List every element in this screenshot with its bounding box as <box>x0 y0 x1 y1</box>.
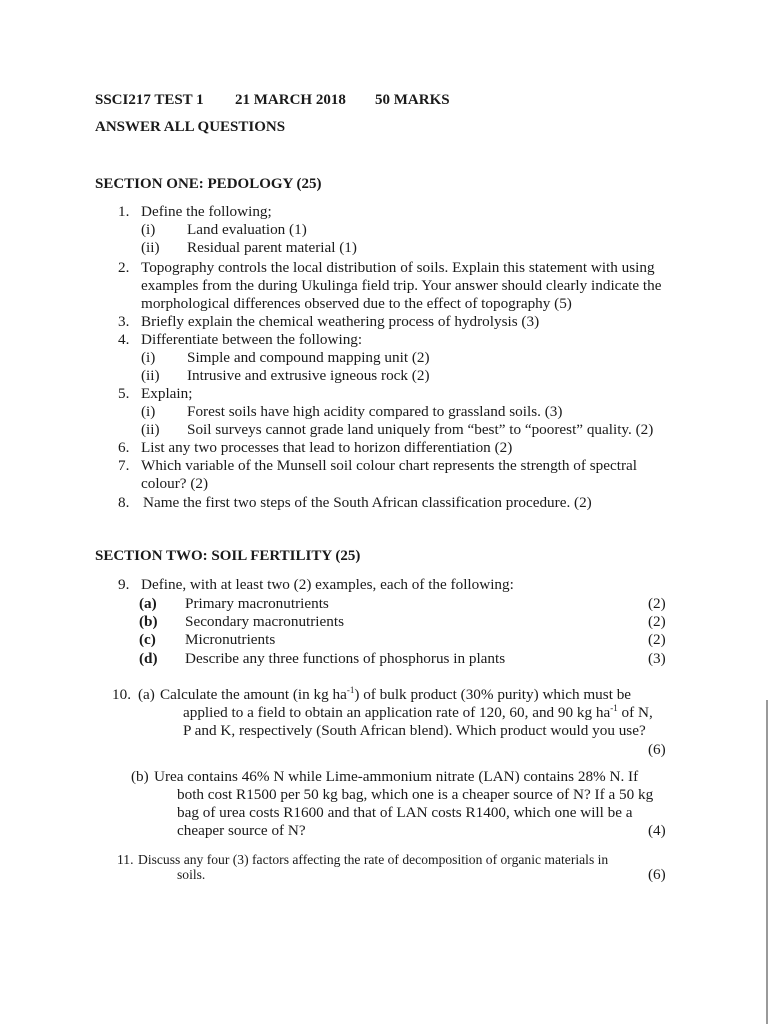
q2-line: morphological differences observed due to the effect of topography (5) <box>141 295 572 312</box>
q5-sub-label: (i) <box>141 403 156 420</box>
q9-sub-text: Secondary macronutrients <box>185 613 344 630</box>
q7-line: Which variable of the Munsell soil colour chart represents the strength of spectral <box>141 457 637 474</box>
q9-text: Define, with at least two (2) examples, each of the following: <box>141 576 514 593</box>
q11-line: Discuss any four (3) factors affecting the rate of decomposition of organic materials in <box>138 852 609 867</box>
q10a-line2-pre: applied to a field to obtain an application rate of 120, 60, and 90 kg ha <box>183 704 611 721</box>
q5-sub-text: Soil surveys cannot grade land uniquely from “best” to “poorest” quality. (2) <box>187 421 654 438</box>
q11-line: soils. <box>177 867 206 882</box>
q9-sub-label: (b) <box>139 613 158 630</box>
q4-text: Differentiate between the following: <box>141 331 363 348</box>
q4-sub-text: Simple and compound mapping unit (2) <box>187 349 430 366</box>
q2-number: 2. <box>118 259 130 276</box>
q5-text: Explain; <box>141 385 193 402</box>
q2-line: Topography controls the local distribution of soils. Explain this statement with using <box>141 259 655 276</box>
q10b-label: (b) <box>131 768 149 785</box>
exam-date: 21 MARCH 2018 <box>235 92 346 108</box>
q10b-line: cheaper source of N? <box>177 822 306 839</box>
q1-sub-label: (i) <box>141 221 156 238</box>
q6-number: 6. <box>118 439 130 456</box>
q10a-label: (a) <box>138 686 155 703</box>
q10-number: 10. <box>112 686 131 703</box>
q2-line: examples from the during Ukulinga field trip. Your answer should clearly indicate the <box>141 277 662 294</box>
q10a-line1-post: ) of bulk product (30% purity) which must be <box>354 686 632 703</box>
q10a-marks: (6) <box>648 741 666 758</box>
course-code: SSCI217 TEST 1 <box>95 92 204 108</box>
q9-sub-marks: (2) <box>648 613 666 630</box>
q1-text: Define the following; <box>141 203 272 220</box>
q9-sub-marks: (2) <box>648 631 666 648</box>
section-one-title: SECTION ONE: PEDOLOGY (25) <box>95 176 322 192</box>
q7-number: 7. <box>118 457 130 474</box>
q9-sub-marks: (2) <box>648 595 666 612</box>
q10b-line: both cost R1500 per 50 kg bag, which one is a cheaper source of N? If a 50 kg <box>177 786 654 803</box>
q5-sub-text: Forest soils have high acidity compared to grassland soils. (3) <box>187 403 563 420</box>
q9-sub-label: (d) <box>139 650 158 667</box>
q10b-line: bag of urea costs R1600 and that of LAN costs R1400, which one will be a <box>177 804 633 821</box>
q4-sub-label: (ii) <box>141 367 160 384</box>
q9-number: 9. <box>118 576 130 593</box>
q10a-line1-sup: -1 <box>346 684 355 695</box>
q3-number: 3. <box>118 313 130 330</box>
q8-text: Name the first two steps of the South African classification procedure. (2) <box>143 494 592 511</box>
q9-sub-marks: (3) <box>648 650 666 667</box>
q10a-line3: P and K, respectively (South African blend). Which product would you use? <box>183 722 646 739</box>
q1-sub-text: Residual parent material (1) <box>187 239 357 256</box>
q4-number: 4. <box>118 331 130 348</box>
q1-number: 1. <box>118 203 130 220</box>
q10a-line2 <box>183 704 653 722</box>
q10a-line2-post: of N, <box>617 704 653 721</box>
q4-sub-label: (i) <box>141 349 156 366</box>
q7-line: colour? (2) <box>141 475 209 492</box>
q9-sub-label: (a) <box>139 595 157 612</box>
q10b-line: Urea contains 46% N while Lime-ammonium nitrate (LAN) contains 28% N. If <box>154 768 639 785</box>
instruction: ANSWER ALL QUESTIONS <box>95 119 286 135</box>
q9-sub-label: (c) <box>139 631 156 648</box>
q8-number: 8. <box>118 494 130 511</box>
section-two-title: SECTION TWO: SOIL FERTILITY (25) <box>95 548 361 564</box>
q9-sub-text: Micronutrients <box>185 631 276 648</box>
q6-text: List any two processes that lead to horizon differentiation (2) <box>141 439 513 456</box>
q10a-line1 <box>160 686 631 704</box>
q1-sub-label: (ii) <box>141 239 160 256</box>
q11-number: 11. <box>117 852 134 867</box>
q9-sub-text: Describe any three functions of phosphorus in plants <box>185 650 506 667</box>
q9-sub-text: Primary macronutrients <box>185 595 329 612</box>
q10a-line2-sup: -1 <box>610 702 618 713</box>
q5-number: 5. <box>118 385 130 402</box>
total-marks: 50 MARKS <box>375 92 450 108</box>
q5-sub-label: (ii) <box>141 421 160 438</box>
q11-marks: (6) <box>648 866 666 883</box>
q10a-line1-pre: Calculate the amount (in kg ha <box>160 686 347 703</box>
q1-sub-text: Land evaluation (1) <box>187 221 307 238</box>
q3-text: Briefly explain the chemical weathering process of hydrolysis (3) <box>141 313 540 330</box>
q10b-marks: (4) <box>648 822 666 839</box>
q4-sub-text: Intrusive and extrusive igneous rock (2) <box>187 367 430 384</box>
